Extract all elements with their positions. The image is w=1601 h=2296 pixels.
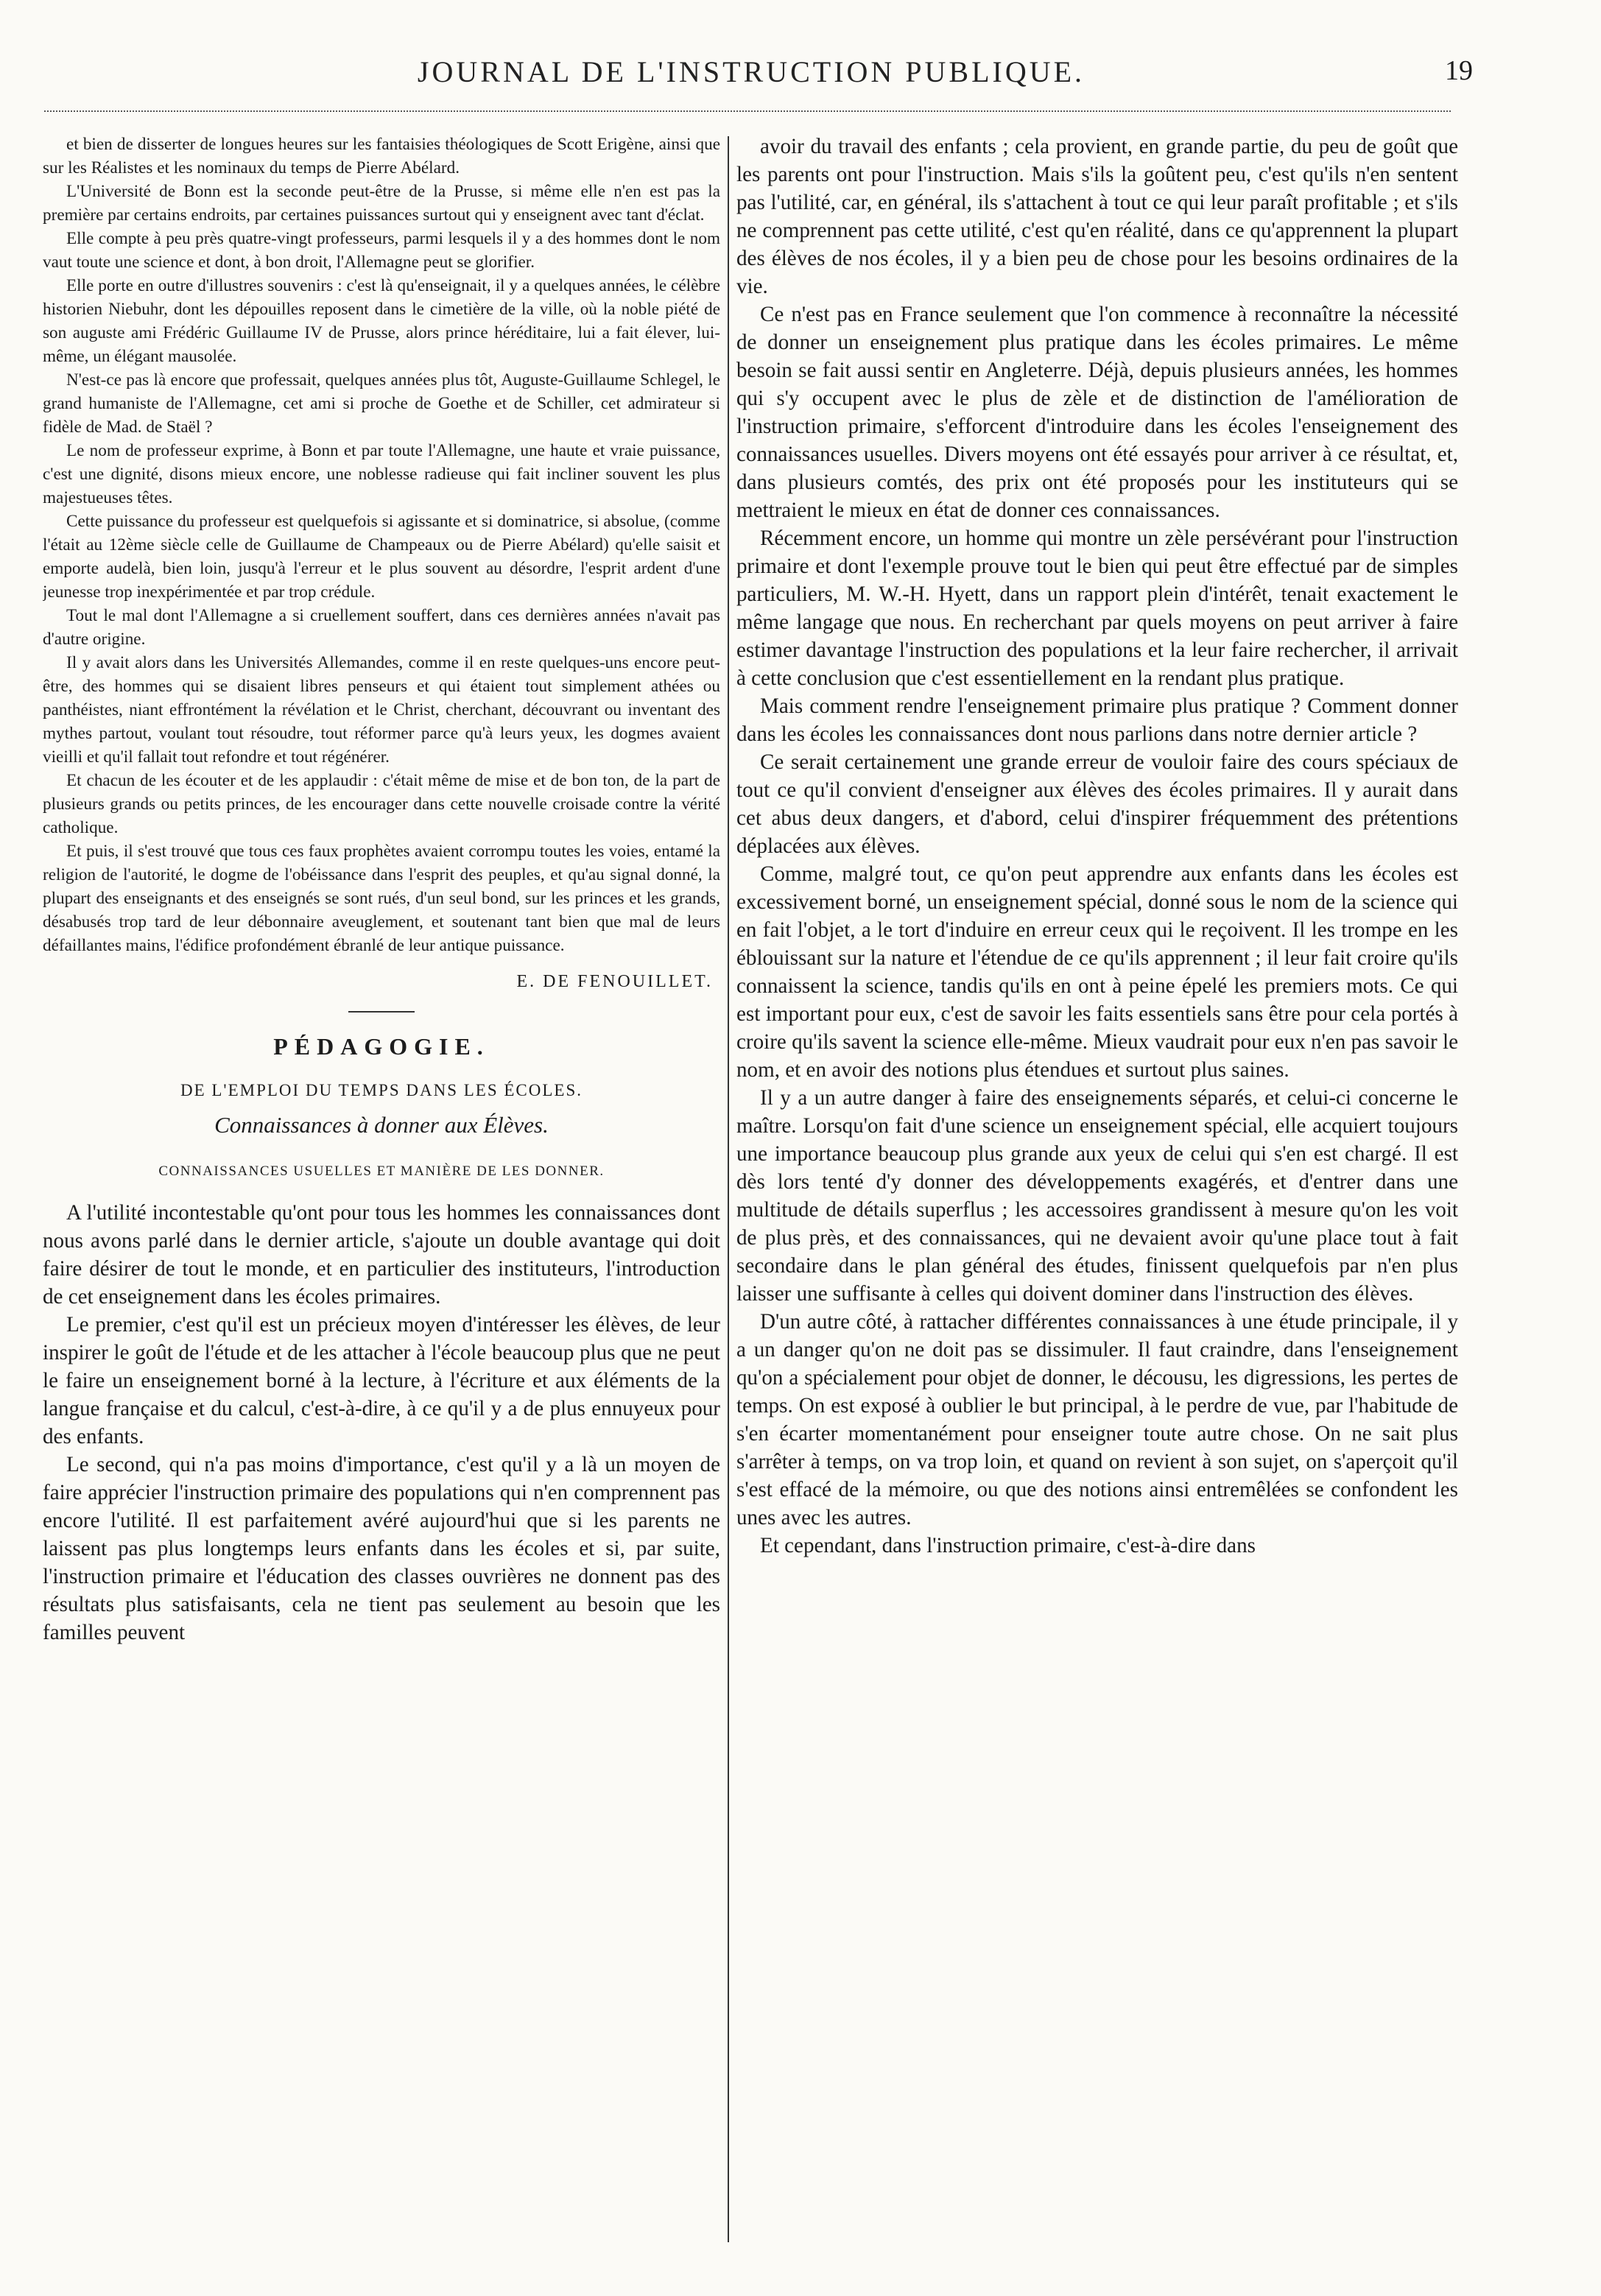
paragraph: Le nom de professeur exprime, à Bonn et par toute l'Allemagne, une haute et vraie puissance, c'est une dignité, disons mieux encore, une noblesse radieuse qui fait incliner souvent les plus majestueuses têtes. bbox=[43, 441, 720, 507]
paragraph: Et chacun de les écouter et de les applaudir : c'était même de mise et de bon ton, de la part de plusieurs grands ou petits princes, de les encourager dans cette nouvelle croisade contre la vérité catholique. bbox=[43, 771, 720, 837]
paragraph: Ce serait certainement une grande erreur de vouloir faire des cours spéciaux de tout ce qu'il convient d'enseigner aux élèves des écoles primaires. Il y aurait dans cet abus deux dangers, et d'abord, celui d'inspirer fréquemment des prétentions déplacées aux élèves. bbox=[736, 750, 1458, 858]
paragraph: Mais comment rendre l'enseignement primaire plus pratique ? Comment donner dans les écoles les connaissances dont nous parlions dans notre dernier article ? bbox=[736, 694, 1458, 746]
column-divider bbox=[728, 136, 729, 2242]
article-body-left bbox=[43, 1199, 720, 1647]
paragraph: Le premier, c'est qu'il est un précieux moyen d'intéresser les élèves, de leur inspirer le goût de l'étude et de les attacher à l'école beaucoup plus que ne peut le faire un enseignement borné à la lecture, à l'écriture et aux éléments de la langue française et du calcul, c'est-à-dire, à ce qu'il y a de plus ennuyeux pour des enfants. bbox=[43, 1313, 720, 1448]
paragraph: Le second, qui n'a pas moins d'importance, c'est qu'il y a là un moyen de faire apprécier l'instruction primaire des populations qui n'en comprennent pas encore l'utilité. Il est parfaitement avéré aujourd'hui que si les parents ne laissent pas plus longtemps leurs enfants dans les écoles et si, par suite, l'instruction primaire et l'éducation des classes ouvrières ne donnent pas des résultats plus satisfaisants, cela ne tient pas seulement au besoin que les familles peuvent bbox=[43, 1453, 720, 1644]
right-column bbox=[736, 133, 1458, 2253]
paragraph: Et puis, il s'est trouvé que tous ces faux prophètes avaient corrompu toutes les voies, entamé la religion de l'autorité, le dogme de l'obéissance dans l'esprit des peuples, et qu'au signal donné, la plupart des enseignants et des enseignés se sont rués, d'un seul bond, sur les princes et les grands, désabusés trop tard de leur débonnaire aveuglement, et soutenant tant bien que mal de leurs défaillantes mains, l'édifice profondément ébranlé de leur antique puissance. bbox=[43, 842, 720, 955]
paragraph: L'Université de Bonn est la seconde peut-être de la Prusse, si même elle n'en est pas la première par certains endroits, par certaines puissances surtout qui y enseignent avec tant d'éclat. bbox=[43, 182, 720, 225]
paragraph: Il y a un autre danger à faire des enseignements séparés, et celui-ci concerne le maître. Lorsqu'on fait d'une science un enseignement spécial, elle acquiert toujours une importance beaucoup plus grande aux yeux de celui qui s'en est chargé. Il est dès lors tenté d'y donner des développements exagérés, et d'entrer dans une multitude de détails superflus ; les accessoires grandissent à mesure qu'on les voit de plus près, et des connaissances, qui ne devaient avoir qu'une place tout à fait secondaire dans le plan général des études, finissent quelquefois par n'en plus laisser une suffisante à celles qui doivent dominer dans l'instruction des élèves. bbox=[736, 1086, 1458, 1306]
paragraph: Ce n'est pas en France seulement que l'on commence à reconnaître la nécessité de donner un enseignement plus pratique dans les écoles primaires. Le même besoin se fait aussi sentir en Angleterre. Déjà, depuis plusieurs années, les hommes qui s'y occupent avec le plus de zèle et de distinction de l'amélioration de l'instruction primaire, s'efforcent d'introduire dans les écoles l'enseignement des connaissances usuelles. Divers moyens ont été essayés pour arriver à ce résultat, et, dans plusieurs comtés, des prix ont été proposés pour les instituteurs qui se mettraient le mieux en état de donner ces connaissances. bbox=[736, 303, 1458, 522]
paragraph: avoir du travail des enfants ; cela provient, en grande partie, du peu de goût que les parents ont pour l'instruction. Mais s'ils la goûtent peu, c'est qu'ils n'en sentent pas l'utilité, car, en général, ils s'attachent à tout ce qui leur paraît profitable ; et s'ils ne comprennent pas cette utilité, c'est qu'en réalité, dans ce qu'apprennent la plupart des élèves de nos écoles, il y a bien peu de chose pour les besoins ordinaires de la vie. bbox=[736, 135, 1458, 298]
paragraph: Elle compte à peu près quatre-vingt professeurs, parmi lesquels il y a des hommes dont le nom vaut toute une science et dont, à bon droit, l'Allemagne peut se glorifier. bbox=[43, 229, 720, 272]
author-signature: E. DE FENOUILLET. bbox=[516, 972, 713, 991]
paragraph: Tout le mal dont l'Allemagne a si cruellement souffert, dans ces dernières années n'avait pas d'autre origine. bbox=[43, 606, 720, 649]
running-head: JOURNAL DE L'INSTRUCTION PUBLIQUE. bbox=[417, 54, 1085, 88]
paragraph: A l'utilité incontestable qu'ont pour tous les hommes les connaissances dont nous avons parlé dans le dernier article, s'ajoute un double avantage qui doit faire désirer de tout le monde, et en particulier des instituteurs, l'introduction de cet enseignement dans les écoles primaires. bbox=[43, 1201, 720, 1309]
paragraph: et bien de disserter de longues heures sur les fantaisies théologiques de Scott Erigène, ainsi que sur les Réalistes et les nominaux du temps de Pierre Abélard. bbox=[43, 135, 720, 177]
paragraph: Récemment encore, un homme qui montre un zèle persévérant pour l'instruction primaire et dont l'exemple prouve tout le bien qui peut être effectué par de simples particuliers, M. W.-H. Hyett, dans un rapport plein d'intérêt, tenait exactement le même langage que nous. En recherchant par quels moyens on peut arriver à faire estimer davantage l'instruction des populations et la leur faire rechercher, il arrivait à cette conclusion que c'est essentiellement en la rendant plus pratique. bbox=[736, 527, 1458, 690]
header-rule bbox=[44, 110, 1451, 112]
paragraph: Cette puissance du professeur est quelquefois si agissante et si dominatrice, si absolue, (comme l'était au 12ème siècle celle de Guillaume de Champeaux ou de Pierre Abélard) qu'elle saisit et emporte audelà, bien loin, jusqu'à l'erreur et le plus souvent au désordre, l'esprit ardent d'une jeunesse trop inexpérimentée et par trop crédule. bbox=[43, 512, 720, 602]
paragraph: N'est-ce pas là encore que professait, quelques années plus tôt, Auguste-Guillaume Schlegel, le grand humaniste de l'Allemagne, cet ami si proche de Goethe et de Schiller, cet admirateur si fidèle de Mad. de Staël ? bbox=[43, 370, 720, 437]
paragraph: Elle porte en outre d'illustres souvenirs : c'est là qu'enseignait, il y a quelques années, le célèbre historien Niebuhr, dont les dépouilles reposent dans le cimetière de la ville, où la noble piété de son auguste ami Frédéric Guillaume IV de Prusse, alors prince héréditaire, lui a fait élever, lui-même, un élégant mausolée. bbox=[43, 276, 720, 366]
section-divider bbox=[348, 1011, 415, 1013]
section-title: PÉDAGOGIE. bbox=[273, 1033, 490, 1060]
section-subsubtitle: Connaissances à donner aux Élèves. bbox=[214, 1112, 549, 1138]
section-caption: CONNAISSANCES USUELLES ET MANIÈRE DE LES DONNER. bbox=[158, 1163, 605, 1179]
paragraph: Comme, malgré tout, ce qu'on peut apprendre aux enfants dans les écoles est excessivement borné, un enseignement spécial, donné sous le nom de la science qui en fait l'objet, a le tort d'induire en erreur ceux qui le reçoivent. Il les trompe en les éblouissant sur la nature et l'étendue de ce qu'ils apprennent ; il leur fait croire qu'ils connaissent la science, tandis qu'ils en ont à peine épelé les premiers mots. Ce qui est important pour eux, c'est de savoir les faits essentiels sans être pour cela portés à croire qu'ils savent la science elle-même. Mieux vaudrait pour eux n'en pas savoir le nom, et en avoir des notions plus étendues et surtout plus saines. bbox=[736, 862, 1458, 1082]
paragraph: Et cependant, dans l'instruction primaire, c'est-à-dire dans bbox=[760, 1534, 1256, 1557]
section-subtitle: DE L'EMPLOI DU TEMPS DANS LES ÉCOLES. bbox=[180, 1081, 583, 1099]
page-header bbox=[44, 46, 1473, 97]
paragraph: D'un autre côté, à rattacher différentes connaissances à une étude principale, il y a un danger qu'on ne doit pas se dissimuler. Il faut craindre, dans l'enseignement qu'on a spécialement pour objet de donner, le décousu, les digressions, les pertes de temps. On est exposé à oublier le but principal, à le perdre de vue, par l'habitude de s'en écarter momentanément pour enseigner toute autre chose. On ne sait plus s'arrêter à temps, on va trop loin, et quand on revient à son sujet, on s'aperçoit qu'il s'est effacé de la mémoire, ou que des notions ainsi entremêlées se confondent les unes avec les autres. bbox=[736, 1310, 1458, 1529]
paragraph: Il y avait alors dans les Universités Allemandes, comme il en reste quelques-uns encore peut-être, des hommes qui se disaient libres penseurs et qui étaient tout simplement athées ou panthéistes, niant effrontément la révélation et le Christ, cherchant, découvrant ou inventant des mythes partout, voulant tout résoudre, tout réformer parce qu'à leurs yeux, les dogmes avaient vieilli et qu'il fallait tout refondre et tout régénérer. bbox=[43, 653, 720, 767]
page-number: 19 bbox=[1445, 55, 1473, 86]
left-column bbox=[43, 133, 720, 2253]
